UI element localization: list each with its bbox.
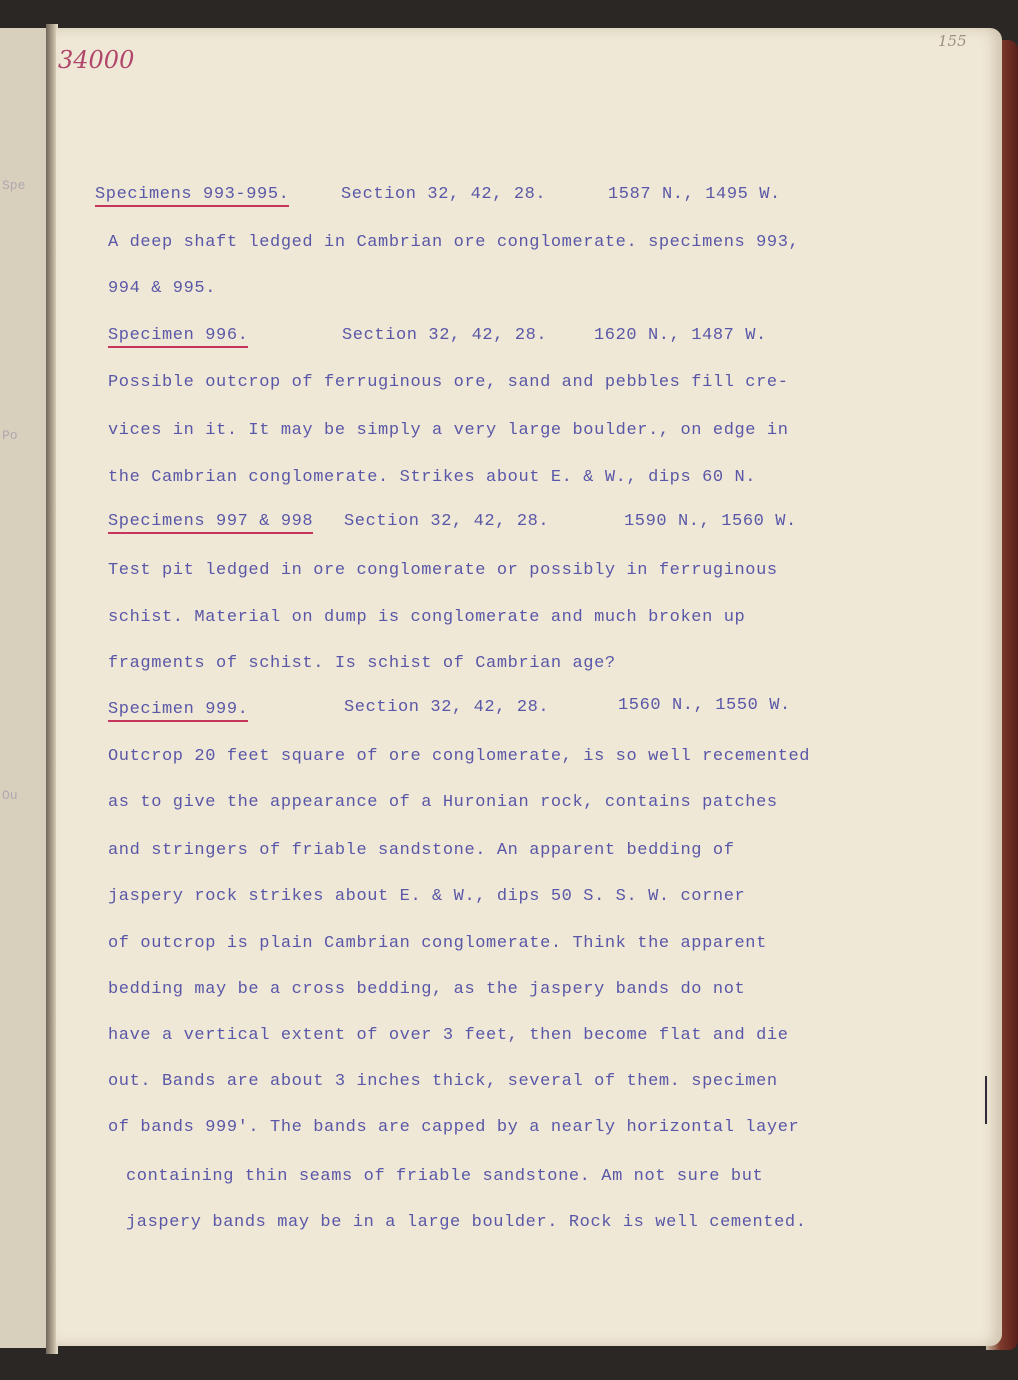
text-line: schist. Material on dump is conglomerate and much broken up <box>108 608 746 627</box>
notebook-page <box>56 28 1002 1346</box>
coordinates: 1560 N., 1550 W. <box>618 696 791 715</box>
specimen-heading: Specimen 996. <box>108 326 248 348</box>
text-line: Outcrop 20 feet square of ore conglomerate, is so well recemented <box>108 747 811 766</box>
section-label: Section 32, 42, 28. <box>342 326 548 345</box>
entry-heading-row <box>95 185 289 204</box>
text-line: Possible outcrop of ferruginous ore, sand and pebbles fill cre- <box>108 373 789 392</box>
section-label: Section 32, 42, 28. <box>344 512 550 531</box>
text-line: as to give the appearance of a Huronian rock, contains patches <box>108 793 778 812</box>
section-label: Section 32, 42, 28. <box>341 185 547 204</box>
coordinates: 1590 N., 1560 W. <box>624 512 797 531</box>
text-line: and stringers of friable sandstone. An apparent bedding of <box>108 841 735 860</box>
text-line: 994 & 995. <box>108 279 217 298</box>
handwritten-number: 34000 <box>58 46 135 74</box>
margin-mark <box>985 1076 987 1124</box>
section-label: Section 32, 42, 28. <box>344 698 550 717</box>
specimen-heading: Specimen 999. <box>108 700 248 722</box>
text-line: the Cambrian conglomerate. Strikes about E. & W., dips 60 N. <box>108 468 757 487</box>
text-line: out. Bands are about 3 inches thick, several of them. specimen <box>108 1072 778 1091</box>
text-line: have a vertical extent of over 3 feet, then become flat and die <box>108 1026 789 1045</box>
entry-heading-row <box>108 512 313 531</box>
text-line: containing thin seams of friable sandstone. Am not sure but <box>126 1167 764 1186</box>
text-line: jaspery bands may be in a large boulder. Rock is well cemented. <box>126 1213 807 1232</box>
text-line: of bands 999′. The bands are capped by a nearly horizontal layer <box>108 1118 800 1137</box>
text-line: Test pit ledged in ore conglomerate or possibly in ferruginous <box>108 561 778 580</box>
entry-heading-row <box>108 700 248 719</box>
text-line: A deep shaft ledged in Cambrian ore conglomerate. specimens 993, <box>108 233 800 252</box>
coordinates: 1620 N., 1487 W. <box>594 326 767 345</box>
specimen-heading: Specimens 997 & 998 <box>108 512 313 534</box>
bleed-through-mark: Ou <box>2 788 18 803</box>
text-line: of outcrop is plain Cambrian conglomerate. Think the apparent <box>108 934 767 953</box>
specimen-heading: Specimens 993-995. <box>95 185 289 207</box>
text-line: jaspery rock strikes about E. & W., dips 50 S. S. W. corner <box>108 887 746 906</box>
entry-heading-row <box>108 326 248 345</box>
text-line: vices in it. It may be simply a very large boulder., on edge in <box>108 421 789 440</box>
text-line: fragments of schist. Is schist of Cambrian age? <box>108 654 616 673</box>
bleed-through-mark: Spe <box>2 178 26 193</box>
coordinates: 1587 N., 1495 W. <box>608 185 781 204</box>
page-number: 155 <box>938 32 967 50</box>
bleed-through-mark: Po <box>2 428 18 443</box>
text-line: bedding may be a cross bedding, as the jaspery bands do not <box>108 980 746 999</box>
